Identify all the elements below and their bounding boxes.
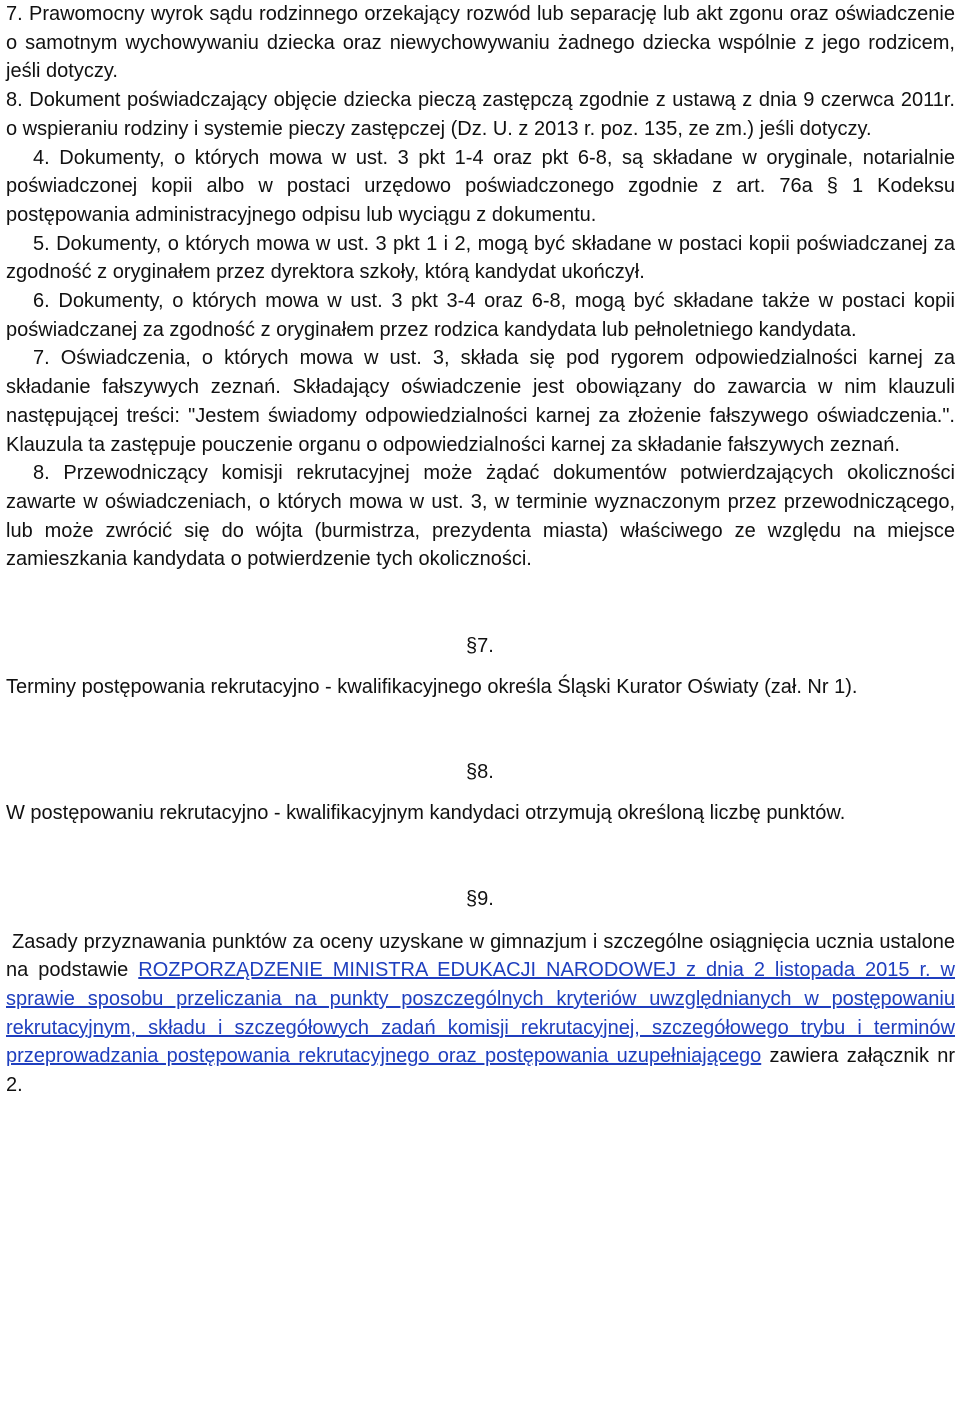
paragraph-7-prawomocny-wyrok: 7. Prawomocny wyrok sądu rodzinnego orzekający rozwód lub separację lub akt zgonu oraz oświadczenie o samotnym wychowywaniu dziecka oraz niewychowywaniu żadnego dziecka wspólnie z jego rodzicem, jeśli dotyczy.: [6, 3, 955, 83]
paragraph-5-dokumenty-kopii: 5. Dokumenty, o których mowa w ust. 3 pkt 1 i 2, mogą być składane w postaci kopii poświadczanej za zgodność z oryginałem przez dyrektora szkoły, którą kandydat ukończył.: [6, 232, 955, 284]
section-9-text-after: zawiera załącznik nr 2.: [6, 1045, 956, 1097]
paragraph-6-dokumenty-rodzic: 6. Dokumenty, o których mowa w ust. 3 pkt 3-4 oraz 6-8, mogą być składane także w postaci kopii poświadczanej za zgodność z oryginałem przez rodzica kandydata lub pełnoletniego kandydata.: [6, 290, 955, 341]
section-9-text: [6, 928, 955, 1100]
section-heading-8: §8.: [466, 761, 494, 784]
regulation-link[interactable]: ROZPORZĄDZENIE MINISTRA EDUKACJI NARODOWEJ z dnia 2 listopada 2015 r. w sprawie sposobu przeliczania na punkty poszczególnych kryteriów uwzględnianych w postępowaniu rekrutacyjnym, składu i szczegółowych zadań komisji rekrutacyjnej, szczegółowego trybu i terminów przeprowadzania postępowania rekrutacyjnego oraz postępowania uzupełniającego: [6, 959, 955, 1068]
section-9-text-before: Zasady przyznawania punktów za oceny uzyskane w gimnazjum i szczególne osiągnięcia ucznia ustalone na podstawie: [6, 930, 955, 982]
section-heading-9: §9.: [466, 887, 494, 910]
paragraph-7-oswiadczenia: 7. Oświadczenia, o których mowa w ust. 3, składa się pod rygorem odpowiedzialności karnej za składanie fałszywych zeznań. Składający oświadczenie jest obowiązany do zawarcia w nim klauzuli następującej treści: "Jestem świadomy odpowiedzialności karnej za złożenie fałszywego oświadczenia.". Klauzula ta zastępuje pouczenie organu o odpowiedzialności karnej za składanie fałszywych zeznań.: [6, 347, 955, 456]
section-8-text: W postępowaniu rekrutacyjno - kwalifikacyjnym kandydaci otrzymują określoną liczbę punktów.: [6, 802, 846, 825]
paragraph-8-przewodniczacy: 8. Przewodniczący komisji rekrutacyjnej może żądać dokumentów potwierdzających okoliczności zawarte w oświadczeniach, o których mowa w ust. 3, w terminie wyznaczonym przez przewodniczącego, lub może zwrócić się do wójta (burmistrza, prezydenta miasta) właściwego ze względu na miejsce zamieszkania kandydata o potwierdzenie tych okoliczności.: [6, 462, 955, 571]
paragraph-4-dokumenty-oryginale: 4. Dokumenty, o których mowa w ust. 3 pkt 1-4 oraz pkt 6-8, są składane w oryginale, notarialnie poświadczonej kopii albo w postaci urzędowo poświadczonego zgodnie z art. 76a § 1 Kodeksu postępowania administracyjnego odpisu lub wyciągu z dokumentu.: [6, 146, 955, 226]
section-heading-7: §7.: [466, 635, 494, 658]
section-7-text: Terminy postępowania rekrutacyjno - kwalifikacyjnego określa Śląski Kurator Oświaty (zał. Nr 1).: [6, 675, 858, 698]
paragraph-8-dokument-piecza: 8. Dokument poświadczający objęcie dziecka pieczą zastępczą zgodnie z ustawą z dnia 9 czerwca 2011r. o wspieraniu rodziny i systemie pieczy zastępczej (Dz. U. z 2013 r. poz. 135, ze zm.) jeśli dotyczy.: [6, 89, 955, 140]
